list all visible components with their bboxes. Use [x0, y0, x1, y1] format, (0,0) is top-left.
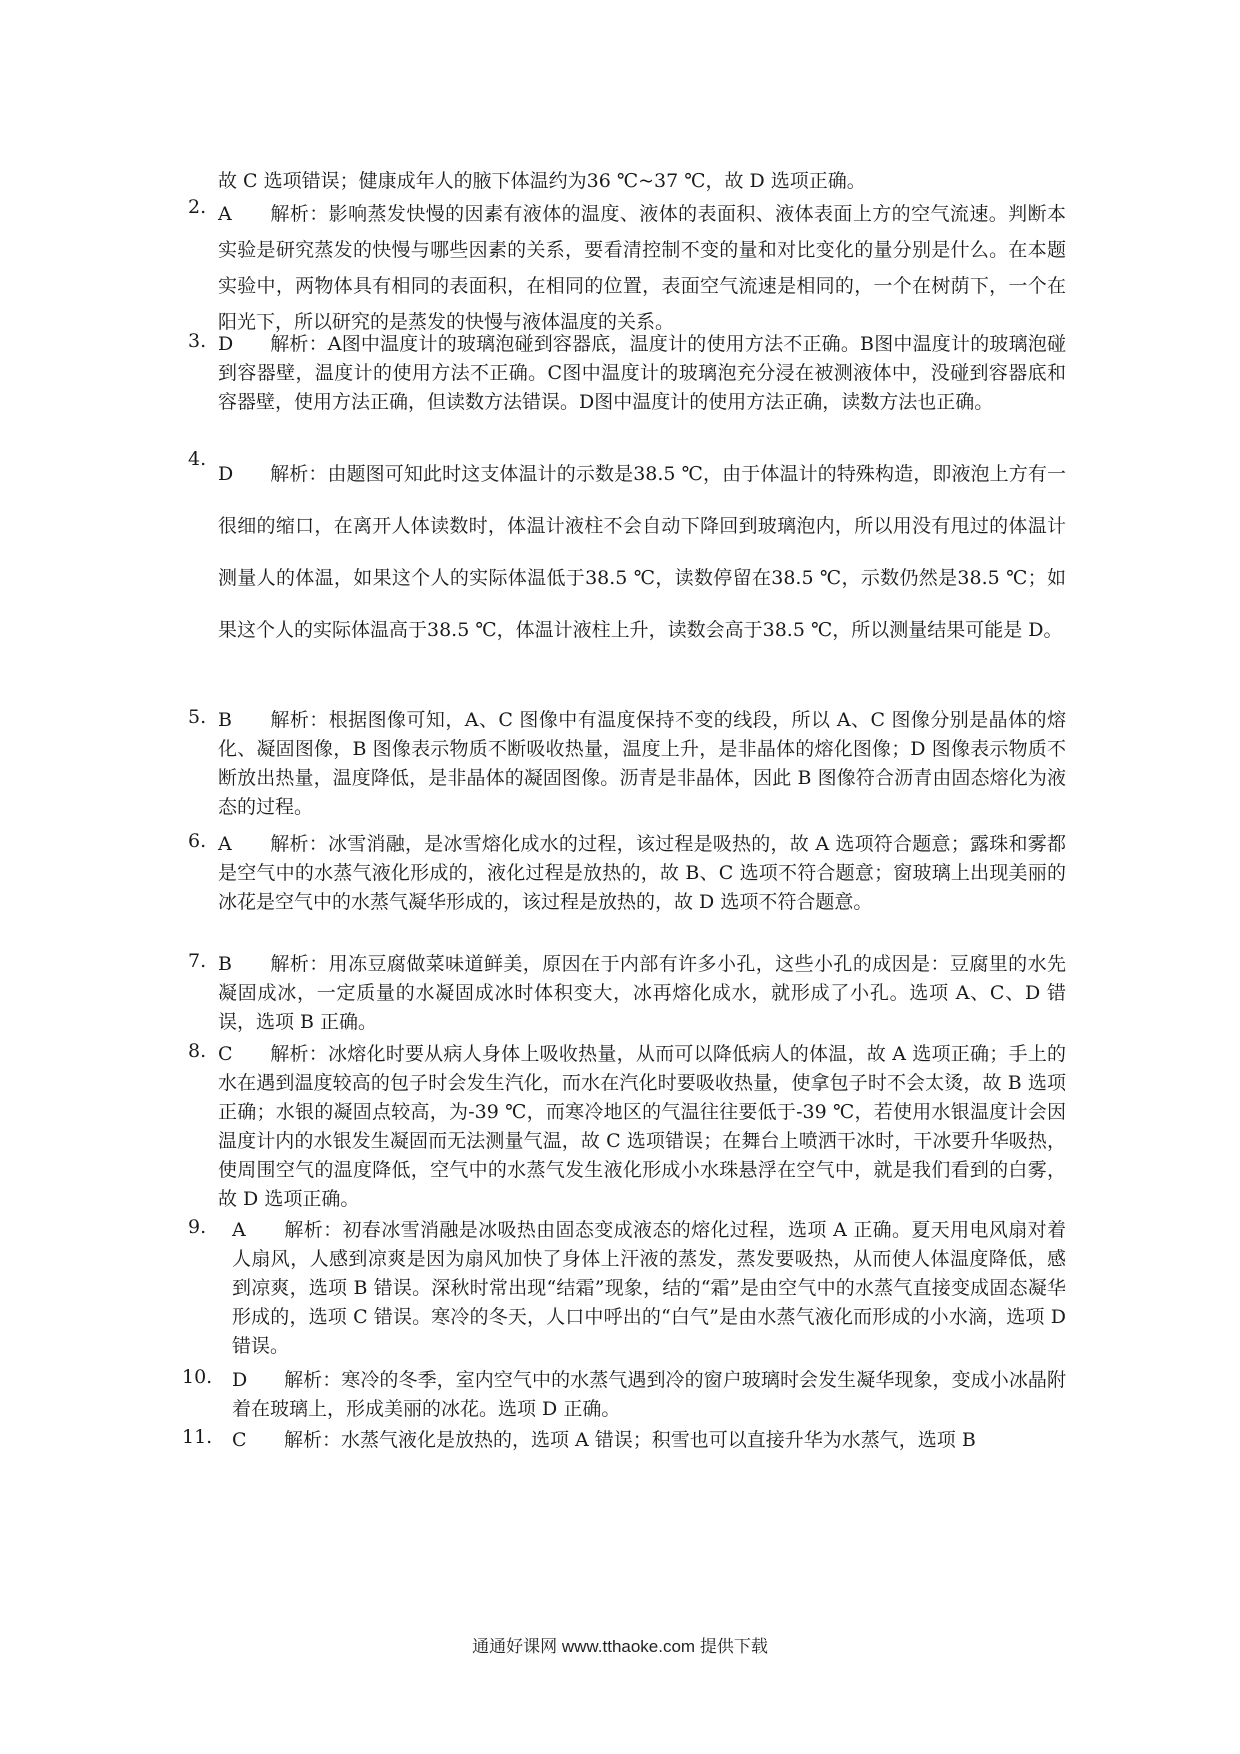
item-text: [232, 1216, 1066, 1361]
item-number: 5.: [188, 706, 207, 728]
answer-letter: B: [218, 953, 232, 975]
answer-letter: D: [232, 1369, 248, 1391]
item-text: [218, 950, 1066, 1037]
answer-letter: B: [218, 709, 232, 731]
item-number: 7.: [188, 950, 207, 972]
item-number: 6.: [188, 830, 207, 852]
item-number: 2.: [188, 196, 207, 218]
answer-letter: C: [218, 1043, 233, 1065]
item-number: 3.: [188, 330, 207, 352]
explanation: 解析：冰雪消融，是冰雪熔化成水的过程，该过程是吸热的，故 A 选项符合题意；露珠和雾都是空气中的水蒸气液化形成的，液化过程是放热的，故 B、C 选项不符合题意；窗玻璃上出现美丽的冰花是空气中的水蒸气凝华形成的，该过程是放热的，故 D 选项不符合题意。: [218, 833, 1066, 913]
item-text: [218, 448, 1066, 656]
answer-letter: A: [218, 833, 232, 855]
item-text: [218, 196, 1066, 340]
page-footer: 通通好课网 www.tthaoke.com 提供下载: [472, 1637, 768, 1656]
explanation: 解析：冰熔化时要从病人身体上吸收热量，从而可以降低病人的体温，故 A 选项正确；手上的水在遇到温度较高的包子时会发生汽化，而水在汽化时要吸收热量，使拿包子时不会太烫，故 B 选项正确；水银的凝固点较高，为-39 ℃，而寒冷地区的气温往往要低于-39 ℃，若使用水银温度计会因温度计内的水银发生凝固而无法测量气温，故 C 选项错误；在舞台上喷洒干冰时，干冰要升华吸热，使周围空气的温度降低，空气中的水蒸气发生液化形成小水珠悬浮在空气中，就是我们看到的白雾，故 D 选项正确。: [218, 1043, 1066, 1210]
answer-letter: A: [232, 1219, 246, 1241]
item-text: [218, 330, 1066, 417]
answer-letter: D: [218, 333, 234, 355]
item-number: 8.: [188, 1040, 207, 1062]
answer-letter: D: [218, 463, 234, 485]
item-text: [218, 706, 1066, 822]
answer-letter: A: [218, 203, 232, 225]
explanation: 解析：A图中温度计的玻璃泡碰到容器底，温度计的使用方法不正确。B图中温度计的玻璃泡碰到容器壁，温度计的使用方法不正确。C图中温度计的玻璃泡充分浸在被测液体中，没碰到容器底和容器壁，使用方法正确，但读数方法错误。D图中温度计的使用方法正确，读数方法也正确。: [218, 333, 1066, 413]
item-number: 10.: [182, 1366, 213, 1388]
item-text: [218, 1040, 1066, 1214]
explanation: 解析：用冻豆腐做菜味道鲜美，原因在于内部有许多小孔，这些小孔的成因是：豆腐里的水先凝固成冰，一定质量的水凝固成冰时体积变大，冰再熔化成水，就形成了小孔。选项 A、C、D 错误，选项 B 正确。: [218, 953, 1066, 1033]
item-number: 4.: [188, 448, 207, 470]
item-number: 11.: [182, 1426, 213, 1448]
item-text: [232, 1366, 1066, 1424]
item-text: [218, 830, 1066, 917]
answer-letter: C: [232, 1429, 247, 1451]
item-number: 9.: [188, 1216, 207, 1238]
explanation: 解析：寒冷的冬季，室内空气中的水蒸气遇到冷的窗户玻璃时会发生凝华现象，变成小冰晶附着在玻璃上，形成美丽的冰花。选项 D 正确。: [232, 1369, 1066, 1420]
explanation: 解析：由题图可知此时这支体温计的示数是38.5 ℃，由于体温计的特殊构造，即液泡上方有一很细的缩口，在离开人体读数时，体温计液柱不会自动下降回到玻璃泡内，所以用没有甩过的体温计测量人的体温，如果这个人的实际体温低于38.5 ℃，读数停留在38.5 ℃，示数仍然是38.5 ℃；如果这个人的实际体温高于38.5 ℃，体温计液柱上升，读数会高于38.5 ℃，所以测量结果可能是 D。: [218, 463, 1066, 641]
explanation: 解析：根据图像可知，A、C 图像中有温度保持不变的线段，所以 A、C 图像分别是晶体的熔化、凝固图像，B 图像表示物质不断吸收热量，温度上升，是非晶体的熔化图像；D 图像表示物质不断放出热量，温度降低，是非晶体的凝固图像。沥青是非晶体，因此 B 图像符合沥青由固态熔化为液态的过程。: [218, 709, 1066, 818]
explanation: 解析：初春冰雪消融是冰吸热由固态变成液态的熔化过程，选项 A 正确。夏天用电风扇对着人扇风，人感到凉爽是因为扇风加快了身体上汗液的蒸发，蒸发要吸热，从而使人体温度降低，感到凉爽，选项 B 错误。深秋时常出现“结霜”现象，结的“霜”是由空气中的水蒸气直接变成固态凝华形成的，选项 C 错误。寒冷的冬天，人口中呼出的“白气”是由水蒸气液化而形成的小水滴，选项 D 错误。: [232, 1219, 1066, 1357]
explanation: 解析：水蒸气液化是放热的，选项 A 错误；积雪也可以直接升华为水蒸气，选项 B: [284, 1429, 976, 1451]
item-text: [232, 1426, 1066, 1455]
continued-text: 故 C 选项错误；健康成年人的腋下体温约为36 ℃~37 ℃，故 D 选项正确。: [218, 170, 866, 192]
explanation: 解析：影响蒸发快慢的因素有液体的温度、液体的表面积、液体表面上方的空气流速。判断本实验是研究蒸发的快慢与哪些因素的关系，要看清控制不变的量和对比变化的量分别是什么。在本题实验中，两物体具有相同的表面积，在相同的位置，表面空气流速是相同的，一个在树荫下，一个在阳光下，所以研究的是蒸发的快慢与液体温度的关系。: [218, 203, 1066, 333]
